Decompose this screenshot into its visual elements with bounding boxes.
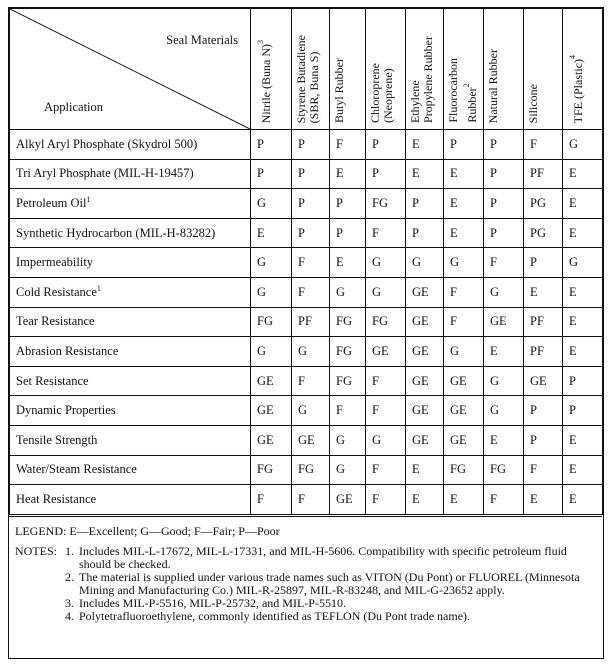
material-header-text xyxy=(254,40,273,123)
application-name: Alkyl Aryl Phosphate (Skydrol 500) xyxy=(16,136,198,151)
application-label: Application xyxy=(44,100,104,114)
rating-cell: GE xyxy=(251,396,292,426)
material-header-line-text: Rubber xyxy=(465,87,479,123)
rating-cell: P xyxy=(563,396,603,426)
note-item xyxy=(65,571,602,597)
rating-cell: P xyxy=(524,396,563,426)
rating-cell: F xyxy=(292,485,330,515)
table-row xyxy=(10,218,603,248)
rating-cell: GE xyxy=(406,366,444,396)
rating-cell: GE xyxy=(484,307,524,337)
rating-cell: F xyxy=(366,396,406,426)
table-row xyxy=(10,130,603,160)
application-name: Water/Steam Resistance xyxy=(16,462,137,477)
rating-cell: E xyxy=(444,159,484,189)
rating-cell: P xyxy=(484,189,524,219)
rating-cell: FG xyxy=(366,189,406,219)
material-footnote-ref: 4 xyxy=(568,54,577,59)
material-header-5 xyxy=(406,9,444,130)
table-row xyxy=(10,366,603,396)
rating-cell: F xyxy=(292,248,330,278)
notes-label: NOTES: xyxy=(15,544,57,558)
rating-cell: P xyxy=(292,130,330,160)
material-header-line xyxy=(460,58,479,123)
table-row xyxy=(10,396,603,426)
material-header-9 xyxy=(563,9,603,130)
rating-cell: E xyxy=(563,425,603,455)
application-cell xyxy=(10,366,251,396)
rating-cell: E xyxy=(563,277,603,307)
rating-cell: E xyxy=(563,455,603,485)
rating-cell: G xyxy=(444,337,484,367)
application-cell xyxy=(10,455,251,485)
rating-cell: FG xyxy=(251,455,292,485)
application-cell xyxy=(10,159,251,189)
rating-cell: G xyxy=(484,366,524,396)
material-header-4 xyxy=(366,9,406,130)
rating-cell: G xyxy=(330,455,366,485)
material-header-line: (SBR, Buna S) xyxy=(307,51,321,123)
material-header-8 xyxy=(524,9,563,130)
rating-cell: F xyxy=(330,396,366,426)
compatibility-table xyxy=(9,8,603,515)
rating-cell: FG xyxy=(330,366,366,396)
application-name: Abrasion Resistance xyxy=(16,343,119,358)
application-cell xyxy=(10,218,251,248)
material-header-line: Fluorocarbon xyxy=(446,58,460,123)
material-header-line: Propylene Rubber xyxy=(421,36,435,123)
rating-cell: P xyxy=(251,130,292,160)
table-row xyxy=(10,189,603,219)
material-header-text xyxy=(409,36,435,123)
rating-cell: FG xyxy=(251,307,292,337)
rating-cell: G xyxy=(251,189,292,219)
note-item xyxy=(65,545,602,571)
notes-list xyxy=(65,545,602,623)
material-header-text xyxy=(566,55,585,123)
rating-cell: F xyxy=(292,366,330,396)
material-header-line: Silicone xyxy=(526,83,540,123)
rating-cell: G xyxy=(330,277,366,307)
rating-cell: G xyxy=(444,248,484,278)
rating-cell: E xyxy=(251,218,292,248)
application-name: Tensile Strength xyxy=(16,432,98,447)
rating-cell: G xyxy=(330,425,366,455)
rating-cell: P xyxy=(524,425,563,455)
rating-cell: FG xyxy=(330,307,366,337)
application-cell xyxy=(10,485,251,515)
table-row xyxy=(10,425,603,455)
material-header-line: Chloroprene xyxy=(368,63,382,123)
rating-cell: GE xyxy=(406,307,444,337)
application-cell xyxy=(10,130,251,160)
application-cell xyxy=(10,425,251,455)
rating-cell: F xyxy=(330,130,366,160)
rating-cell: G xyxy=(484,396,524,426)
rating-cell: PG xyxy=(524,218,563,248)
rating-cell: F xyxy=(484,248,524,278)
rating-cell: F xyxy=(524,130,563,160)
material-header-line: (Neoprene) xyxy=(381,68,395,123)
rating-cell: E xyxy=(563,307,603,337)
application-cell xyxy=(10,307,251,337)
application-name: Dynamic Properties xyxy=(16,403,116,418)
material-header-1 xyxy=(251,9,292,130)
rating-cell: P xyxy=(292,189,330,219)
table-body xyxy=(10,130,603,515)
application-cell xyxy=(10,277,251,307)
material-header-text xyxy=(295,35,321,123)
rating-cell: E xyxy=(444,189,484,219)
rating-cell: F xyxy=(444,307,484,337)
rating-cell: E xyxy=(484,425,524,455)
legend-text: LEGEND: E—Excellent; G—Good; F—Fair; P—Poor xyxy=(15,524,280,538)
corner-header-cell xyxy=(10,9,251,130)
rating-cell: E xyxy=(330,159,366,189)
rating-cell: F xyxy=(366,366,406,396)
note-number: 1. xyxy=(65,544,74,558)
rating-cell: G xyxy=(484,277,524,307)
rating-cell: F xyxy=(292,277,330,307)
rating-cell: GE xyxy=(330,485,366,515)
note-number: 4. xyxy=(65,609,74,623)
material-header-text xyxy=(527,84,540,123)
rating-cell: P xyxy=(484,159,524,189)
rating-cell: PF xyxy=(524,307,563,337)
rating-cell: G xyxy=(366,425,406,455)
rating-cell: E xyxy=(406,159,444,189)
table-row xyxy=(10,337,603,367)
notes-block xyxy=(15,545,602,623)
rating-cell: PF xyxy=(524,337,563,367)
note-text: Polytetrafluoroethylene, commonly identified as TEFLON (Du Pont trade name). xyxy=(79,609,471,623)
rating-cell: F xyxy=(251,485,292,515)
application-name: Cold Resistance xyxy=(16,285,97,300)
rating-cell: PF xyxy=(524,159,563,189)
note-number: 2. xyxy=(65,570,74,584)
rating-cell: GE xyxy=(406,277,444,307)
note-text: Includes MIL-P-5516, MIL-P-25732, and MIL-P-5510. xyxy=(79,596,346,610)
rating-cell: E xyxy=(563,485,603,515)
rating-cell: F xyxy=(366,455,406,485)
header-row xyxy=(10,9,603,130)
rating-cell: GE xyxy=(524,366,563,396)
rating-cell: GE xyxy=(251,425,292,455)
rating-cell: P xyxy=(484,218,524,248)
rating-cell: GE xyxy=(406,425,444,455)
application-cell xyxy=(10,337,251,367)
application-name: Heat Resistance xyxy=(16,491,97,506)
rating-cell: E xyxy=(563,337,603,367)
rating-cell: GE xyxy=(444,425,484,455)
rating-cell: E xyxy=(563,159,603,189)
rating-cell: G xyxy=(251,277,292,307)
rating-cell: F xyxy=(366,218,406,248)
rating-cell: G xyxy=(366,277,406,307)
rating-cell: E xyxy=(406,485,444,515)
rating-cell: P xyxy=(484,130,524,160)
seal-materials-chart xyxy=(8,7,604,659)
rating-cell: GE xyxy=(366,337,406,367)
table-row xyxy=(10,455,603,485)
rating-cell: E xyxy=(524,277,563,307)
note-number: 3. xyxy=(65,596,74,610)
rating-cell: E xyxy=(330,248,366,278)
rating-cell: P xyxy=(292,218,330,248)
rating-cell: PG xyxy=(524,189,563,219)
material-header-text xyxy=(333,58,346,123)
rating-cell: P xyxy=(406,189,444,219)
rating-cell: G xyxy=(292,396,330,426)
application-name: Set Resistance xyxy=(16,373,89,388)
rating-cell: GE xyxy=(406,337,444,367)
material-header-6 xyxy=(444,9,484,130)
material-header-2 xyxy=(292,9,330,130)
application-footnote-ref: 1 xyxy=(96,284,101,294)
note-text: Includes MIL-L-17672, MIL-L-17331, and MIL-H-5606. Compatibility with specific petroleum fluid should be checked. xyxy=(79,544,567,571)
rating-cell: GE xyxy=(292,425,330,455)
rating-cell: G xyxy=(251,337,292,367)
application-cell xyxy=(10,396,251,426)
table-row xyxy=(10,159,603,189)
rating-cell: P xyxy=(406,218,444,248)
rating-cell: FG xyxy=(330,337,366,367)
rating-cell: PF xyxy=(292,307,330,337)
material-footnote-ref: 2 xyxy=(462,83,471,88)
rating-cell: E xyxy=(524,485,563,515)
material-header-line: Butyl Rubber xyxy=(332,58,346,123)
application-name: Tri Aryl Phosphate (MIL-H-19457) xyxy=(16,166,194,181)
rating-cell: P xyxy=(563,366,603,396)
rating-cell: FG xyxy=(366,307,406,337)
material-header-line: Natural Rubber xyxy=(486,48,500,123)
rating-cell: GE xyxy=(444,366,484,396)
table-row xyxy=(10,307,603,337)
rating-cell: GE xyxy=(251,366,292,396)
material-header-text xyxy=(369,63,395,123)
rating-cell: F xyxy=(484,485,524,515)
application-name: Tear Resistance xyxy=(16,314,95,329)
rating-cell: E xyxy=(563,218,603,248)
material-header-line-text: Nitrile (Buna N) xyxy=(259,43,273,123)
material-footnote-ref: 3 xyxy=(256,39,265,44)
rating-cell: G xyxy=(292,337,330,367)
rating-cell: E xyxy=(444,485,484,515)
seal-materials-label: Seal Materials xyxy=(166,33,238,47)
rating-cell: F xyxy=(524,455,563,485)
application-name: Impermeability xyxy=(16,255,94,270)
material-header-line: Styrene Butadiene xyxy=(294,34,308,123)
material-header-line-text: TFE (Plastic) xyxy=(571,58,585,123)
table-row xyxy=(10,277,603,307)
rating-cell: FG xyxy=(484,455,524,485)
rating-cell: G xyxy=(406,248,444,278)
rating-cell: E xyxy=(406,455,444,485)
rating-cell: F xyxy=(366,485,406,515)
material-header-text xyxy=(447,58,479,123)
rating-cell: E xyxy=(563,189,603,219)
application-cell xyxy=(10,248,251,278)
material-header-text xyxy=(487,49,500,123)
rating-cell: P xyxy=(251,159,292,189)
rating-cell: G xyxy=(366,248,406,278)
material-header-7 xyxy=(484,9,524,130)
note-text: The material is supplied under various trade names such as VITON (Du Pont) or FLUOREL (Minnesota Mining and Manufacturing Co.) MIL-R-25897, MIL-R-83248, and MIL-G-23652 apply. xyxy=(79,570,580,597)
material-header-line xyxy=(566,55,585,123)
rating-cell: E xyxy=(444,218,484,248)
rating-cell: E xyxy=(484,337,524,367)
material-header-3 xyxy=(330,9,366,130)
application-cell xyxy=(10,189,251,219)
rating-cell: GE xyxy=(406,396,444,426)
rating-cell: P xyxy=(444,130,484,160)
rating-cell: G xyxy=(563,130,603,160)
rating-cell: P xyxy=(330,218,366,248)
rating-cell: P xyxy=(366,130,406,160)
rating-cell: G xyxy=(251,248,292,278)
rating-cell: P xyxy=(524,248,563,278)
table-row xyxy=(10,485,603,515)
application-name: Synthetic Hydrocarbon (MIL-H-83282) xyxy=(16,225,216,240)
rating-cell: P xyxy=(366,159,406,189)
table-row xyxy=(10,248,603,278)
rating-cell: FG xyxy=(444,455,484,485)
rating-cell: GE xyxy=(444,396,484,426)
rating-cell: E xyxy=(406,130,444,160)
rating-cell: G xyxy=(563,248,603,278)
material-header-line xyxy=(254,40,273,123)
rating-cell: P xyxy=(330,189,366,219)
rating-cell: F xyxy=(444,277,484,307)
application-name: Petroleum Oil xyxy=(16,196,87,211)
rating-cell: P xyxy=(292,159,330,189)
application-footnote-ref: 1 xyxy=(86,195,91,205)
material-header-line: Ethylene xyxy=(408,80,422,123)
rating-cell: FG xyxy=(292,455,330,485)
legend-notes-section xyxy=(9,516,602,623)
note-item xyxy=(65,610,602,623)
